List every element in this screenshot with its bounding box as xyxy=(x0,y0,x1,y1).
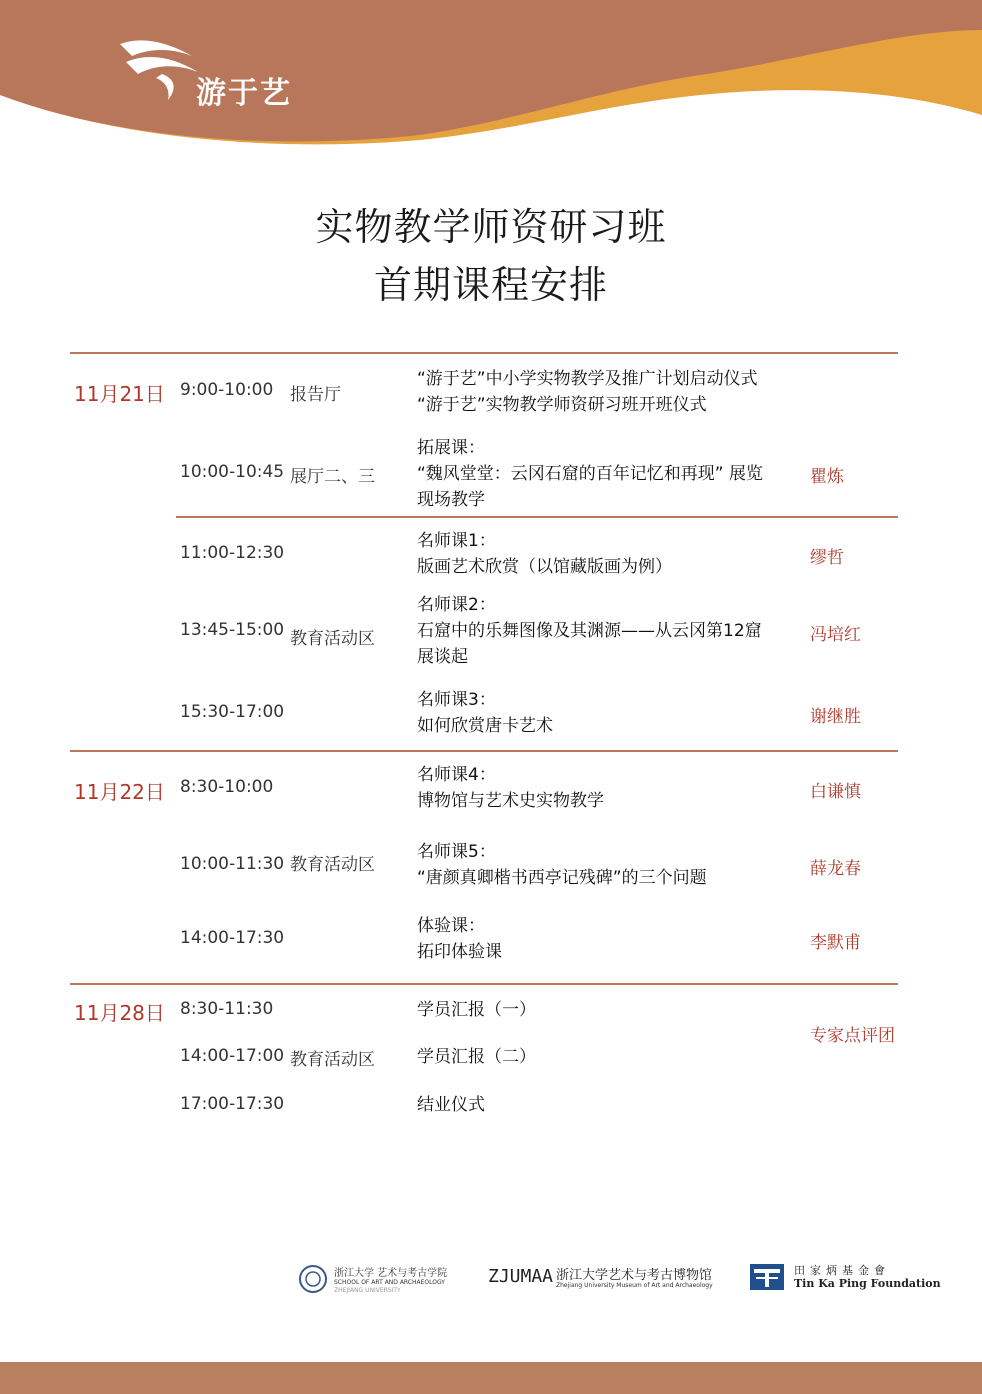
footer-logo-school xyxy=(298,1262,448,1296)
session-course xyxy=(417,687,797,739)
brand-name: 游于艺 xyxy=(196,76,292,111)
school-name-cn: 浙江大学 艺术与考古学院 xyxy=(334,1268,448,1279)
course-line: 名师课1： xyxy=(417,531,496,551)
session-time: 14:00-17:30 xyxy=(180,928,285,948)
course-line: “游于艺”实物教学师资研习班开班仪式 xyxy=(417,395,707,415)
course-line: 拓印体验课 xyxy=(417,942,502,962)
session-time: 17:00-17:30 xyxy=(180,1094,285,1114)
course-line: 展谈起 xyxy=(417,647,468,667)
session-time: 13:45-15:00 xyxy=(180,620,285,640)
session-course xyxy=(417,366,797,418)
brand-logo-icon xyxy=(112,34,207,104)
footer-logo-foundation xyxy=(750,1262,941,1294)
session-time: 10:00-11:30 xyxy=(180,854,285,874)
session-course xyxy=(417,1092,797,1118)
course-line: 石窟中的乐舞图像及其渊源——从云冈第12窟 xyxy=(417,621,762,641)
session-course xyxy=(417,762,797,814)
session-time: 10:00-10:45 xyxy=(180,462,285,482)
date-day2: 11月22日 xyxy=(74,780,165,804)
divider-top xyxy=(70,352,898,354)
session-teacher: 专家点评团 xyxy=(810,1026,895,1046)
date-day1: 11月21日 xyxy=(74,382,165,406)
session-course xyxy=(417,435,797,513)
course-line: 名师课4： xyxy=(417,765,496,785)
page-title: 实物教学师资研习班 xyxy=(315,205,667,249)
session-teacher: 冯培红 xyxy=(810,625,861,645)
session-course xyxy=(417,592,797,670)
divider-mid xyxy=(176,516,898,518)
session-teacher: 薛龙春 xyxy=(810,859,861,879)
session-time: 15:30-17:00 xyxy=(180,702,285,722)
foundation-name-cn: 田家炳基金會 xyxy=(794,1264,890,1277)
school-name-en: SCHOOL OF ART AND ARCHAEOLOGY xyxy=(334,1279,445,1286)
session-teacher: 谢继胜 xyxy=(810,707,861,727)
foundation-mark-icon xyxy=(750,1264,784,1290)
footer-logo-museum xyxy=(488,1264,718,1294)
session-time: 14:00-17:00 xyxy=(180,1046,285,1066)
course-line: 版画艺术欣赏（以馆藏版画为例） xyxy=(417,557,672,577)
page-subtitle: 首期课程安排 xyxy=(373,263,608,307)
date-day3: 11月28日 xyxy=(74,1001,165,1025)
divider-day3 xyxy=(70,983,898,985)
session-course xyxy=(417,528,797,580)
session-place: 报告厅 xyxy=(290,385,341,405)
session-teacher: 白谦慎 xyxy=(810,782,861,802)
session-time: 8:30-11:30 xyxy=(180,999,274,1019)
course-line: “魏风堂堂：云冈石窟的百年记忆和再现” 展览 xyxy=(417,464,764,484)
university-seal-icon xyxy=(298,1264,328,1294)
course-line: 名师课2： xyxy=(417,595,496,615)
museum-mark: ZJUMAA xyxy=(488,1266,554,1287)
course-line: 结业仪式 xyxy=(417,1095,485,1115)
course-line: 如何欣赏唐卡艺术 xyxy=(417,716,553,736)
course-line: 学员汇报（二） xyxy=(417,1047,536,1067)
session-place: 展厅二、三 xyxy=(290,467,375,487)
session-course xyxy=(417,997,797,1023)
session-course xyxy=(417,839,797,891)
museum-name-en: Zhejiang University Museum of Art and Archaeology xyxy=(556,1282,713,1289)
session-course xyxy=(417,1044,797,1070)
session-place: 教育活动区 xyxy=(290,1050,375,1070)
course-line: 学员汇报（一） xyxy=(417,1000,536,1020)
course-line: “游于艺”中小学实物教学及推广计划启动仪式 xyxy=(417,369,758,389)
session-course xyxy=(417,913,797,965)
course-line: 体验课： xyxy=(417,916,485,936)
session-teacher: 缪哲 xyxy=(810,548,844,568)
session-place: 教育活动区 xyxy=(290,855,375,875)
course-line: 拓展课： xyxy=(417,438,485,458)
course-line: “唐颜真卿楷书西亭记残碑”的三个问题 xyxy=(417,868,707,888)
session-place: 教育活动区 xyxy=(290,629,375,649)
divider-day2 xyxy=(70,750,898,752)
session-time: 11:00-12:30 xyxy=(180,543,285,563)
course-line: 现场教学 xyxy=(417,490,485,510)
museum-name-cn: 浙江大学艺术与考古博物馆 xyxy=(556,1268,713,1283)
school-name-en2: ZHEJIANG UNIVERSITY xyxy=(334,1287,401,1294)
session-teacher: 李默甫 xyxy=(810,933,861,953)
course-line: 名师课5： xyxy=(417,842,496,862)
session-teacher: 瞿炼 xyxy=(810,467,844,487)
session-time: 8:30-10:00 xyxy=(180,777,274,797)
footer-bar xyxy=(0,1362,982,1394)
session-time: 9:00-10:00 xyxy=(180,380,274,400)
course-line: 博物馆与艺术史实物教学 xyxy=(417,791,604,811)
foundation-name-en: Tin Ka Ping Foundation xyxy=(794,1277,941,1290)
course-line: 名师课3： xyxy=(417,690,496,710)
